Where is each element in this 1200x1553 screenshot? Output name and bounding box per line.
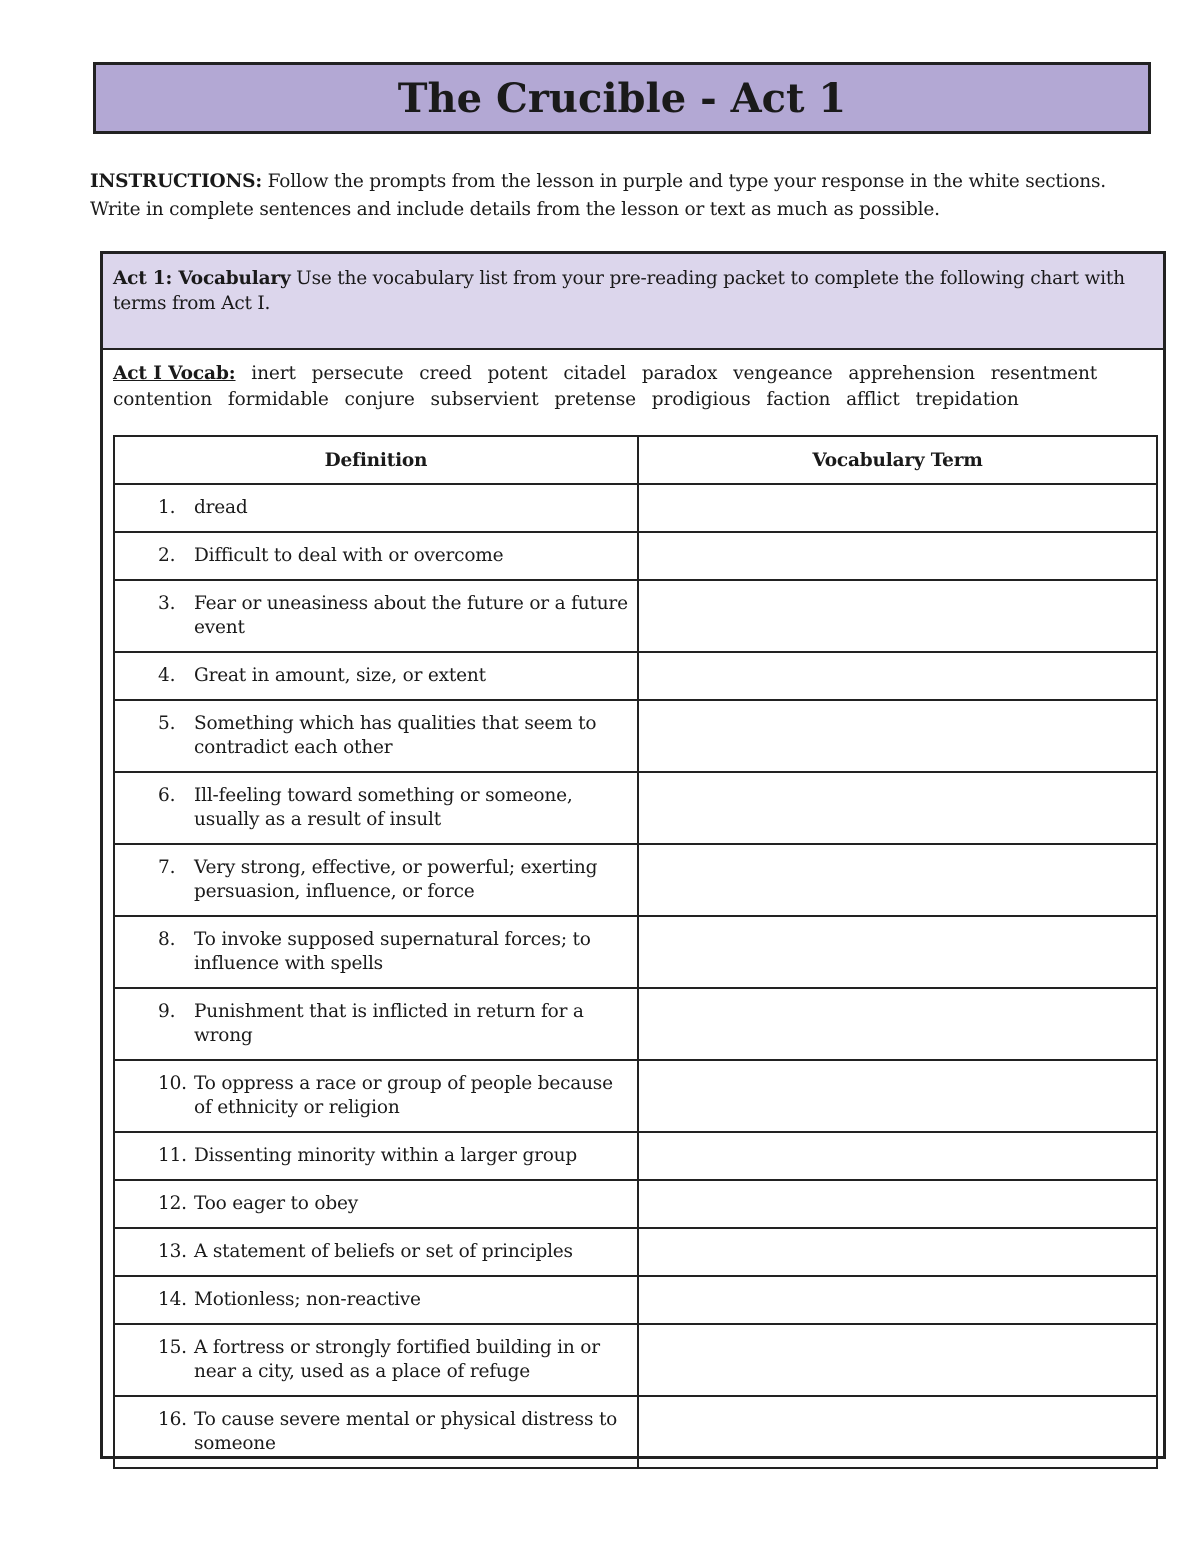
instructions-label: INSTRUCTIONS: [90, 171, 262, 192]
vocab-list-words: inert persecute creed potent citadel paradox vengeance apprehension resentment contention formidable conjure subservient pretense prodigious faction afflict trepidation [113, 363, 1098, 410]
term-answer-cell[interactable] [638, 1276, 1157, 1324]
row-number: 9. [158, 1001, 176, 1022]
definition-cell [114, 580, 638, 652]
definition-cell [114, 1180, 638, 1228]
header-definition: Definition [114, 436, 638, 484]
definition-cell [114, 1060, 638, 1132]
section-label: Act 1: Vocabulary [113, 268, 291, 289]
definition-cell [114, 772, 638, 844]
definition-cell [114, 652, 638, 700]
definition-text: A fortress or strongly fortified building in or near a city, used as a place of refuge [194, 1337, 600, 1382]
section-text: Use the vocabulary list from your pre-reading packet to complete the following chart with terms from Act I. [113, 268, 1125, 314]
term-answer-cell[interactable] [638, 1060, 1157, 1132]
definition-text: To invoke supposed supernatural forces; to influence with spells [194, 929, 591, 974]
term-answer-cell[interactable] [638, 988, 1157, 1060]
term-answer-cell[interactable] [638, 532, 1157, 580]
definition-cell [114, 844, 638, 916]
definition-cell [114, 1228, 638, 1276]
definition-text: Too eager to obey [194, 1193, 358, 1214]
row-number: 16. [158, 1409, 187, 1430]
title-banner [93, 62, 1151, 134]
table-row [114, 1060, 1157, 1132]
row-number: 11. [158, 1145, 187, 1166]
row-number: 10. [158, 1073, 187, 1094]
row-number: 5. [158, 713, 176, 734]
table-row [114, 484, 1157, 532]
vocab-word-bank [113, 361, 1113, 413]
row-number: 13. [158, 1241, 187, 1262]
header-vocabulary-term: Vocabulary Term [638, 436, 1157, 484]
term-answer-cell[interactable] [638, 1132, 1157, 1180]
definition-text: Motionless; non-reactive [194, 1289, 421, 1310]
term-answer-cell[interactable] [638, 700, 1157, 772]
row-number: 6. [158, 785, 176, 806]
table-row [114, 988, 1157, 1060]
row-number: 1. [158, 497, 176, 518]
instructions-line-2: Write in complete sentences and include details from the lesson or text as much as possible. [90, 199, 940, 220]
definition-cell [114, 1396, 638, 1468]
vocabulary-table [113, 435, 1158, 1469]
row-number: 8. [158, 929, 176, 950]
vocab-list-label: Act I Vocab: [113, 363, 236, 384]
definition-cell [114, 700, 638, 772]
table-row [114, 1396, 1157, 1468]
table-row [114, 1228, 1157, 1276]
table-row [114, 1324, 1157, 1396]
row-number: 4. [158, 665, 176, 686]
row-number: 15. [158, 1337, 187, 1358]
term-answer-cell[interactable] [638, 652, 1157, 700]
definition-cell [114, 1324, 638, 1396]
term-answer-cell[interactable] [638, 916, 1157, 988]
definition-cell [114, 916, 638, 988]
instructions-line-1: Follow the prompts from the lesson in purple and type your response in the white sections. [261, 171, 1106, 192]
instructions [90, 168, 1170, 224]
definition-text: Great in amount, size, or extent [194, 665, 486, 686]
row-number: 2. [158, 545, 176, 566]
table-row [114, 580, 1157, 652]
definition-cell [114, 1132, 638, 1180]
definition-text: To cause severe mental or physical distress to someone [194, 1409, 618, 1454]
definition-text: Fear or uneasiness about the future or a future event [194, 593, 628, 638]
term-answer-cell[interactable] [638, 1180, 1157, 1228]
definition-text: Dissenting minority within a larger group [194, 1145, 578, 1166]
row-number: 7. [158, 857, 176, 878]
term-answer-cell[interactable] [638, 1396, 1157, 1468]
term-answer-cell[interactable] [638, 1228, 1157, 1276]
table-row [114, 1276, 1157, 1324]
definition-cell [114, 988, 638, 1060]
definition-text: Difficult to deal with or overcome [194, 545, 504, 566]
table-row [114, 1180, 1157, 1228]
table-row [114, 844, 1157, 916]
row-number: 3. [158, 593, 176, 614]
definition-text: Punishment that is inflicted in return for a wrong [194, 1001, 584, 1046]
definition-cell [114, 532, 638, 580]
definition-text: dread [194, 497, 248, 518]
table-row [114, 700, 1157, 772]
row-number: 12. [158, 1193, 187, 1214]
definition-text: Something which has qualities that seem to contradict each other [194, 713, 597, 758]
table-row [114, 652, 1157, 700]
table-row [114, 532, 1157, 580]
definition-cell [114, 484, 638, 532]
row-number: 14. [158, 1289, 187, 1310]
term-answer-cell[interactable] [638, 1324, 1157, 1396]
definition-text: Very strong, effective, or powerful; exerting persuasion, influence, or force [194, 857, 598, 902]
term-answer-cell[interactable] [638, 580, 1157, 652]
section-prompt [103, 254, 1163, 350]
table-row [114, 1132, 1157, 1180]
definition-cell [114, 1276, 638, 1324]
table-row [114, 916, 1157, 988]
page-title: The Crucible - Act 1 [397, 74, 847, 122]
definition-text: A statement of beliefs or set of principles [194, 1241, 573, 1262]
vocabulary-section [100, 251, 1166, 1459]
term-answer-cell[interactable] [638, 844, 1157, 916]
definition-text: Ill-feeling toward something or someone, usually as a result of insult [194, 785, 573, 830]
term-answer-cell[interactable] [638, 484, 1157, 532]
table-row [114, 772, 1157, 844]
definition-text: To oppress a race or group of people because of ethnicity or religion [194, 1073, 613, 1118]
term-answer-cell[interactable] [638, 772, 1157, 844]
